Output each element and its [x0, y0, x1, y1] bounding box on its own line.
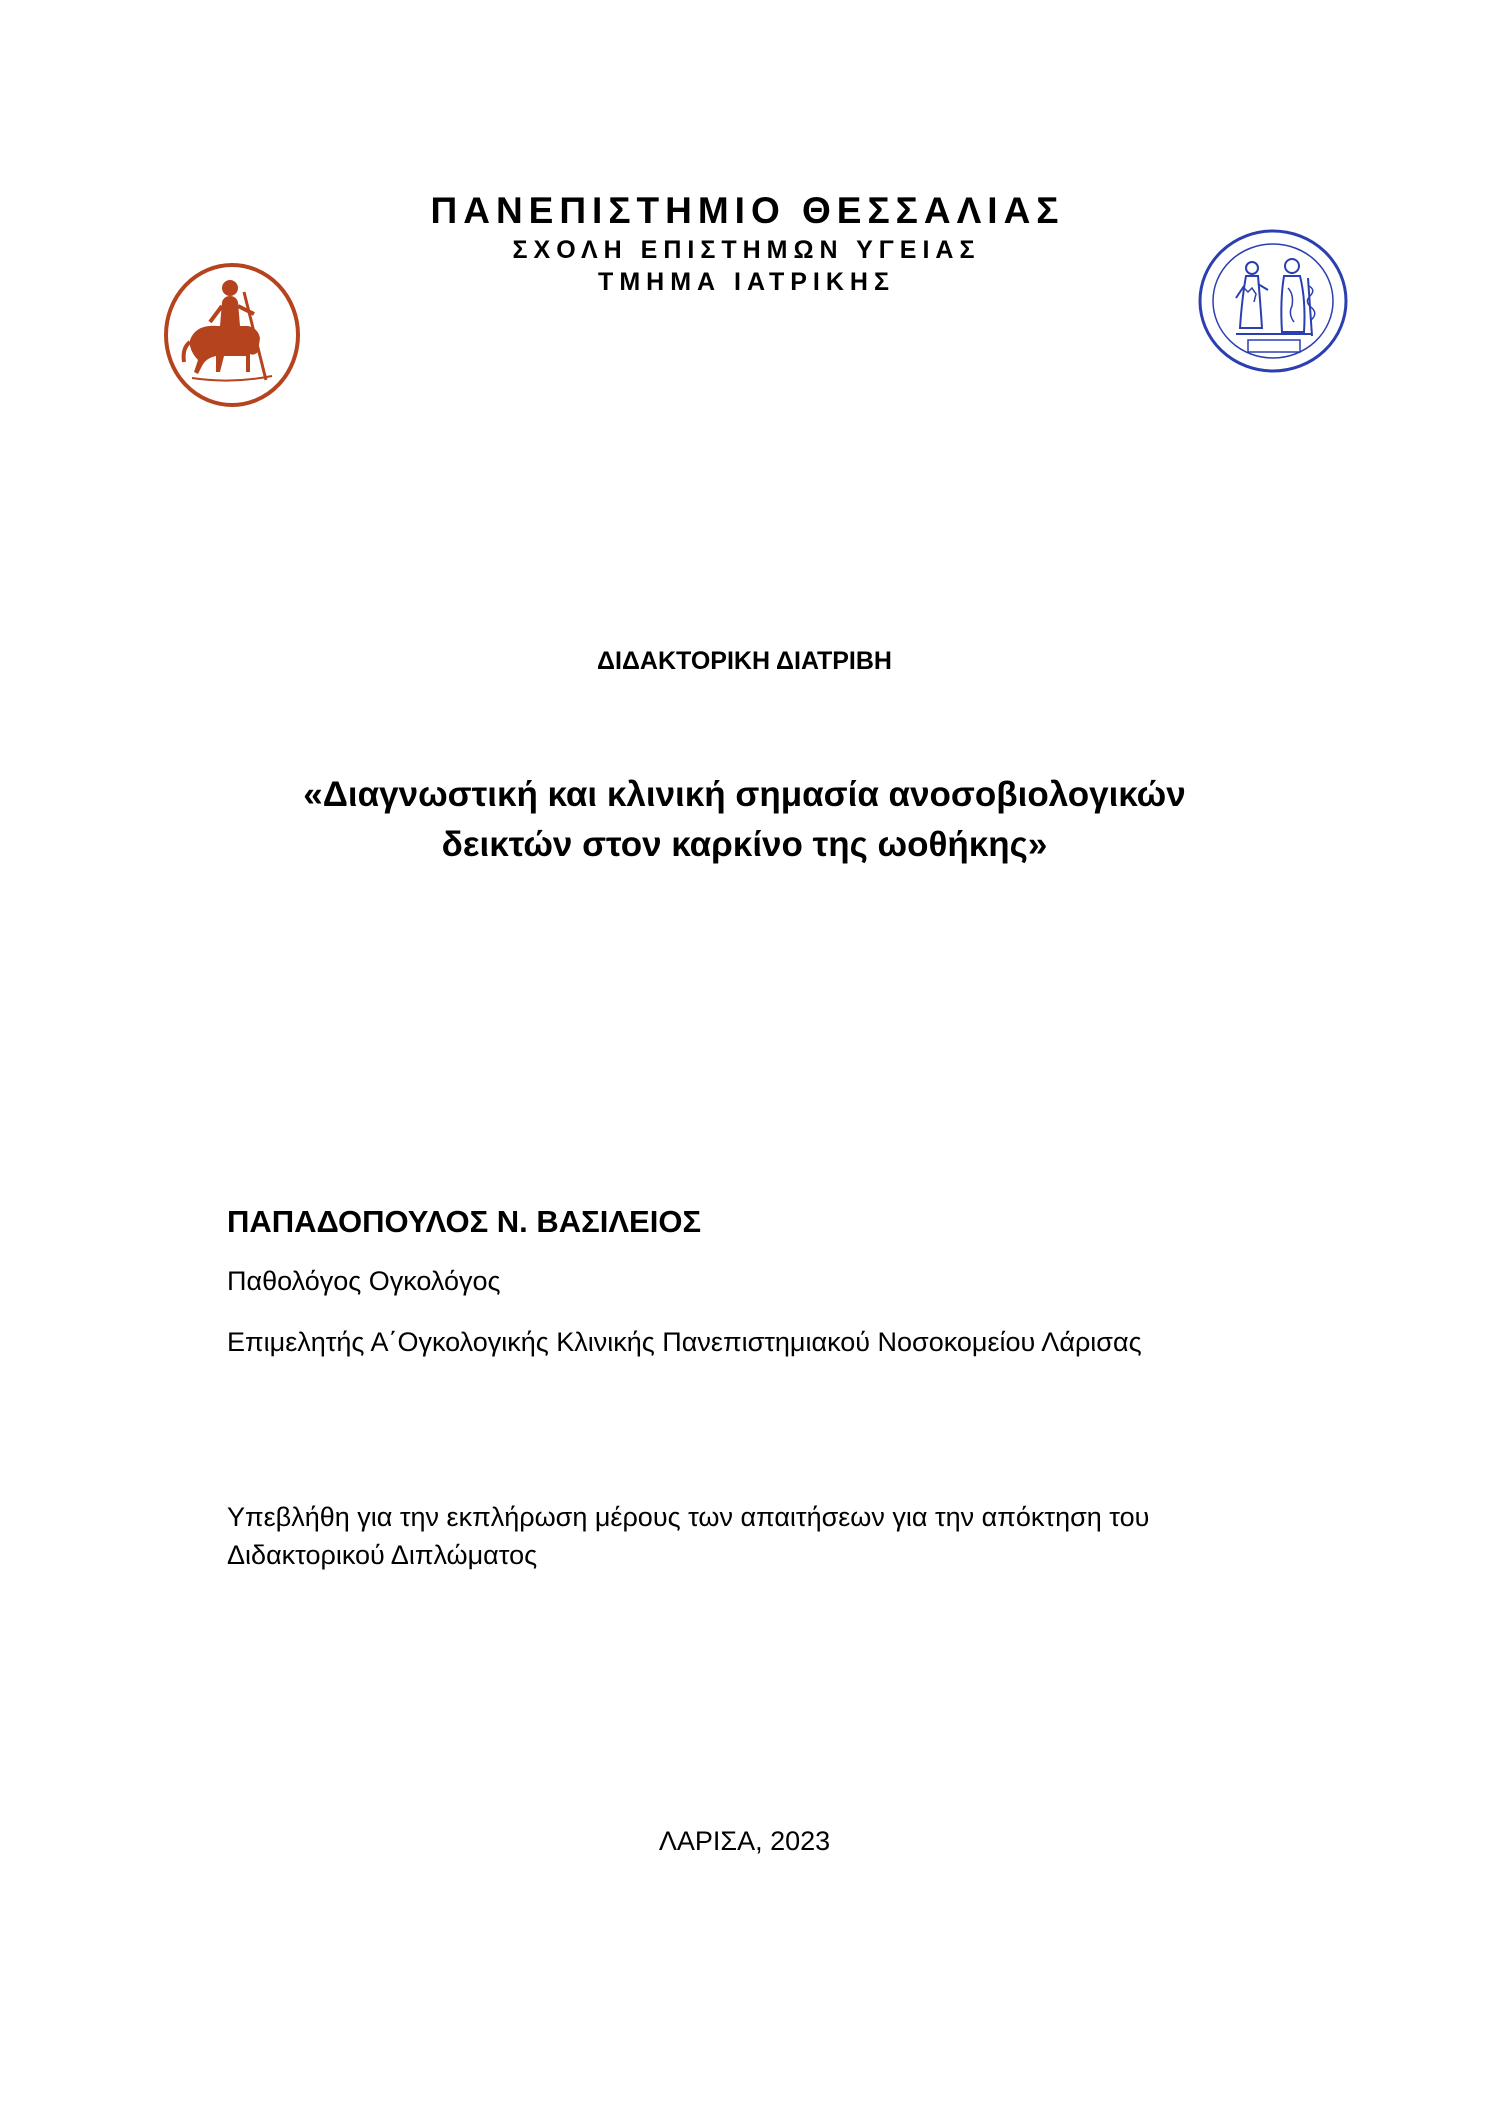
- thesis-type: ΔΙΔΑΚΤΟΡΙΚΗ ΔΙΑΤΡΙΒΗ: [597, 647, 892, 675]
- author-role: Παθολόγος Ογκολόγος: [227, 1266, 501, 1296]
- centaur-seal-icon: [162, 262, 302, 408]
- author-name: ΠΑΠΑΔΟΠΟΥΛΟΣ Ν. ΒΑΣΙΛΕΙΟΣ: [227, 1204, 702, 1239]
- thesis-title-line-2: δεικτών στον καρκίνο της ωοθήκης»: [441, 825, 1048, 864]
- thesis-title-line-1: «Διαγνωστική και κλινική σημασία ανοσοβιολογικών: [303, 775, 1186, 814]
- author-position: Επιμελητής Α΄Ογκολογικής Κλινικής Πανεπιστημιακού Νοσοκομείου Λάρισας: [227, 1327, 1142, 1357]
- school-name: ΣΧΟΛΗ ΕΠΙΣΤΗΜΩΝ ΥΓΕΙΑΣ: [512, 236, 981, 264]
- submission-note: [227, 1498, 1297, 1574]
- university-name: ΠΑΝΕΠΙΣΤΗΜΙΟ ΘΕΣΣΑΛΙΑΣ: [430, 190, 1065, 231]
- hygeia-asclepius-seal-icon: [1196, 228, 1350, 374]
- place-and-date: ΛΑΡΙΣΑ, 2023: [658, 1826, 831, 1856]
- department-name: ΤΜΗΜΑ ΙΑΤΡΙΚΗΣ: [598, 268, 895, 296]
- thesis-title: [0, 770, 1489, 870]
- submission-note-line-1: Υπεβλήθη για την εκπλήρωση μέρους των απαιτήσεων για την απόκτηση του: [227, 1502, 1150, 1532]
- submission-note-line-2: Διδακτορικού Διπλώματος: [227, 1540, 538, 1570]
